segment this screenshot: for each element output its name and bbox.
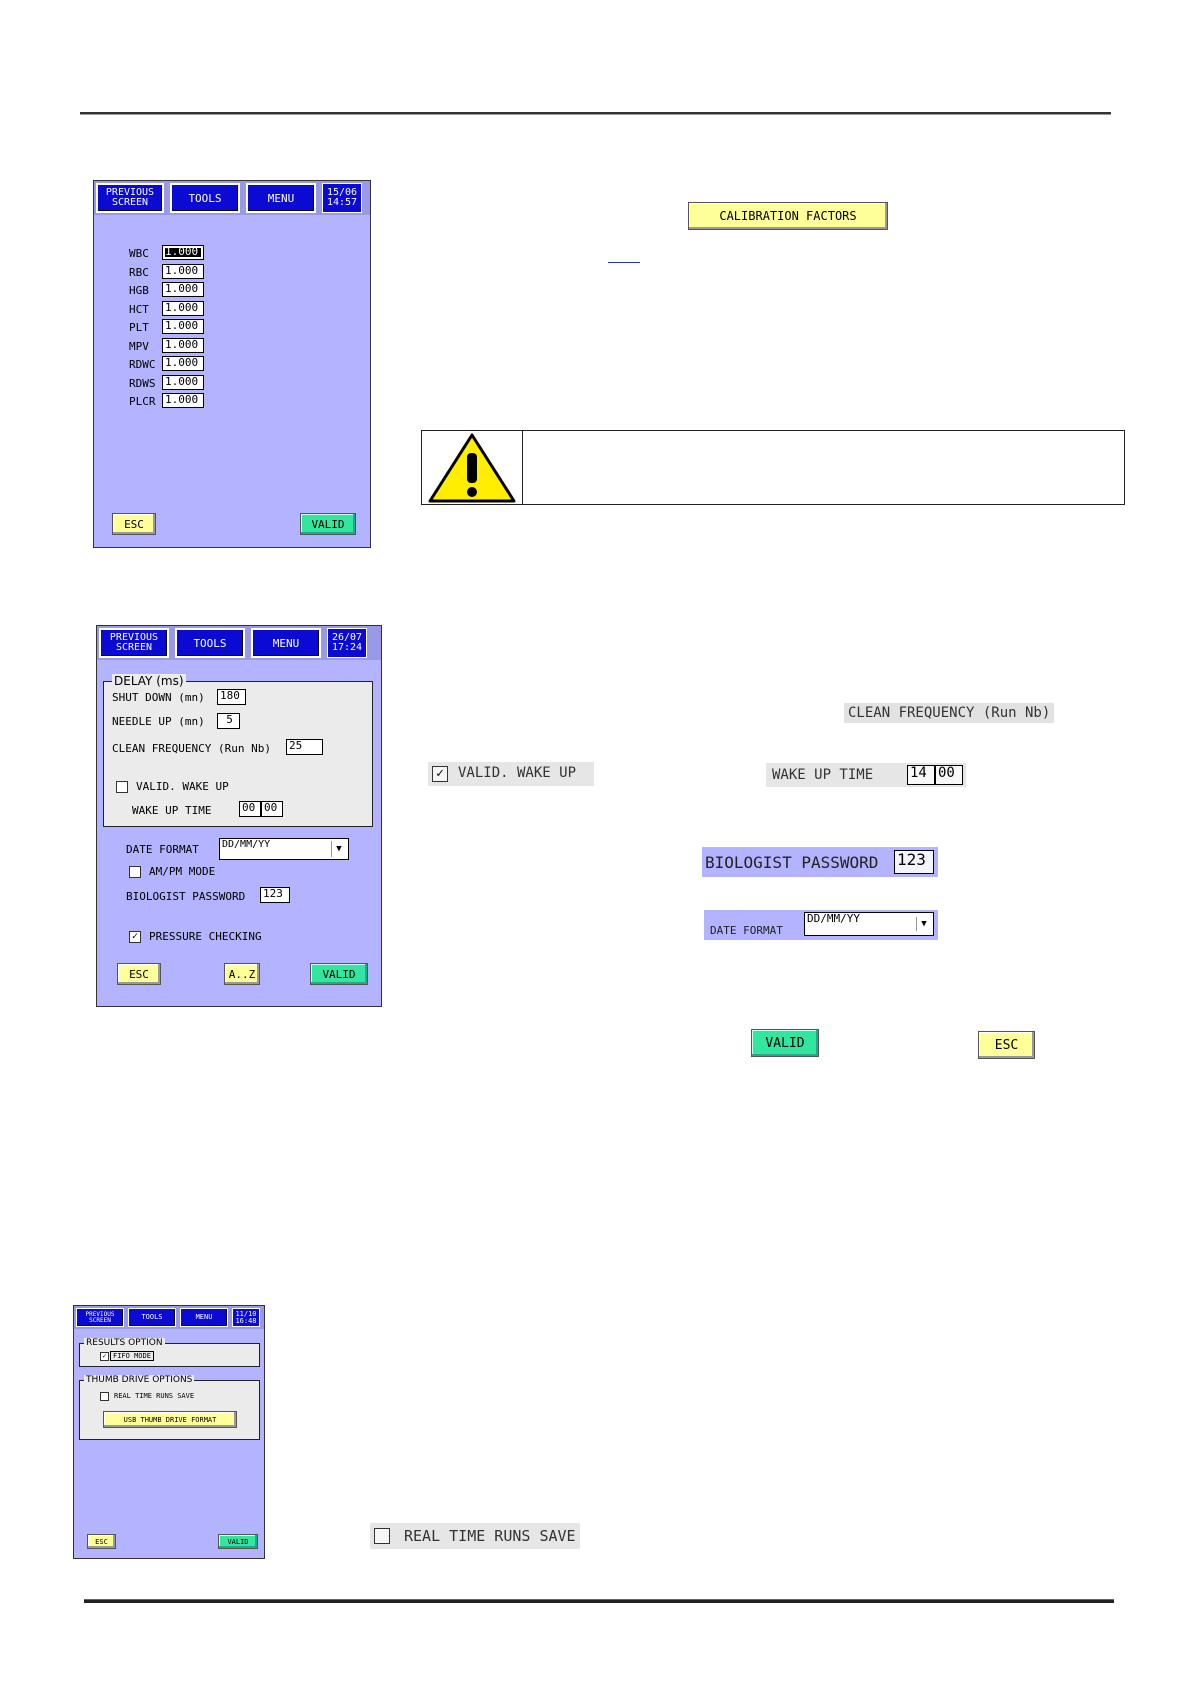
tools-button[interactable]: TOOLS <box>175 628 245 658</box>
date-format-select[interactable] <box>219 838 349 860</box>
pressure-checking-label: PRESSURE CHECKING <box>149 930 262 943</box>
clock <box>327 628 367 658</box>
valid-button[interactable]: VALID <box>218 1534 258 1549</box>
valid-wake-up-snippet-label: VALID. WAKE UP <box>458 765 577 781</box>
param-label: RDWC <box>129 358 156 371</box>
menu-button[interactable]: MENU <box>251 628 321 658</box>
previous-screen-button[interactable]: PREVIOUS SCREEN <box>99 628 169 658</box>
shut-down-label: SHUT DOWN (mn) <box>112 691 205 704</box>
wake-up-time-snippet-minute: 00 <box>935 765 963 785</box>
param-label: PLT <box>129 321 149 334</box>
fifo-mode-label: FIFO MODE <box>110 1351 154 1361</box>
link-underline <box>608 262 640 263</box>
warning-icon-cell <box>422 431 523 504</box>
delay-group <box>103 674 373 827</box>
real-time-runs-save-checkbox[interactable] <box>100 1392 109 1401</box>
esc-button[interactable]: ESC <box>87 1534 116 1549</box>
valid-snippet-button[interactable]: VALID <box>751 1029 819 1057</box>
param-label: HGB <box>129 284 149 297</box>
clean-frequency-label: CLEAN FREQUENCY (Run Nb) <box>112 742 271 755</box>
previous-screen-button[interactable]: PREVIOUS SCREEN <box>76 1308 124 1327</box>
real-time-runs-save-snippet-checkbox <box>374 1528 390 1544</box>
header-rule <box>80 112 1111 115</box>
param-label: RDWS <box>129 376 156 390</box>
param-value-field[interactable]: 1.000 <box>162 319 204 334</box>
toolbar <box>97 626 381 660</box>
real-time-runs-save-label: REAL TIME RUNS SAVE <box>114 1392 195 1400</box>
usb-thumb-drive-format-button[interactable]: USB THUMB DRIVE FORMAT <box>103 1411 237 1428</box>
clock-date: 15/06 <box>326 187 358 198</box>
date-format-value: DD/MM/YY <box>222 839 271 850</box>
param-label: HCT <box>129 302 149 316</box>
param-label: PLCR <box>129 395 156 408</box>
valid-wake-up-snippet <box>428 762 594 786</box>
param-value-field[interactable]: 1.000 <box>162 356 204 371</box>
biologist-password-snippet-value: 123 <box>894 850 934 874</box>
wake-up-time-snippet <box>766 763 966 787</box>
menu-button[interactable]: MENU <box>246 183 316 213</box>
thumb-drive-options-group <box>79 1375 260 1440</box>
date-format-snippet-select <box>804 912 934 936</box>
param-value-field[interactable]: 1.000 <box>162 393 204 408</box>
param-value-field[interactable]: 1.000 <box>162 338 204 353</box>
fifo-mode-checkbox[interactable]: ✓ <box>100 1352 109 1361</box>
shut-down-field[interactable]: 180 <box>217 689 246 705</box>
clock-date: 26/07 <box>331 632 363 643</box>
toolbar <box>74 1306 264 1329</box>
tools-button[interactable]: TOOLS <box>170 183 240 213</box>
az-button[interactable]: A..Z <box>224 963 260 985</box>
date-format-snippet-value: DD/MM/YY <box>807 912 860 925</box>
param-value-field[interactable]: 1.000 <box>162 245 204 260</box>
clock <box>322 183 362 213</box>
footer-rule <box>84 1599 1114 1603</box>
valid-button[interactable]: VALID <box>300 513 356 535</box>
wake-up-time-snippet-label: WAKE UP TIME <box>772 767 874 783</box>
ampm-mode-checkbox[interactable] <box>129 866 141 878</box>
thumb-drive-options-title: THUMB DRIVE OPTIONS <box>86 1375 193 1385</box>
warning-box <box>421 430 1125 505</box>
warning-icon <box>422 431 522 504</box>
setup-screen <box>96 625 382 1007</box>
chevron-down-icon[interactable]: ▼ <box>331 841 346 857</box>
biologist-password-snippet <box>702 847 938 877</box>
param-value-field[interactable]: 1.000 <box>162 264 204 279</box>
wake-up-time-label: WAKE UP TIME <box>132 804 212 817</box>
valid-wake-up-checkbox[interactable] <box>116 781 128 793</box>
clean-frequency-field[interactable]: 25 <box>286 739 323 755</box>
esc-button[interactable]: ESC <box>117 963 161 985</box>
calibration-factors-button[interactable]: CALIBRATION FACTORS <box>688 202 888 230</box>
param-value-field[interactable]: 1.000 <box>162 375 204 390</box>
real-time-runs-save-snippet-label: REAL TIME RUNS SAVE <box>404 1527 576 1545</box>
valid-wake-up-label: VALID. WAKE UP <box>136 780 229 793</box>
param-label: RBC <box>129 265 149 279</box>
clean-frequency-snippet: CLEAN FREQUENCY (Run Nb) <box>844 703 1054 723</box>
tools-button[interactable]: TOOLS <box>128 1308 176 1327</box>
real-time-runs-save-snippet <box>370 1523 580 1549</box>
valid-button[interactable]: VALID <box>310 963 368 985</box>
toolbar <box>94 181 370 215</box>
ampm-mode-label: AM/PM MODE <box>149 865 216 878</box>
param-value-field[interactable]: 1.000 <box>162 301 204 316</box>
esc-snippet-button[interactable]: ESC <box>978 1031 1035 1059</box>
clock-time: 16:48 <box>235 1316 257 1325</box>
biologist-password-label: BIOLOGIST PASSWORD <box>126 890 246 903</box>
param-label: MPV <box>129 339 149 353</box>
param-label: WBC <box>129 247 149 260</box>
pressure-checking-checkbox[interactable]: ✓ <box>129 931 141 943</box>
needle-up-label: NEEDLE UP (mn) <box>112 715 205 728</box>
clock <box>232 1308 260 1327</box>
valid-wake-up-snippet-checkbox: ✓ <box>432 766 448 782</box>
results-option-title: RESULTS OPTION <box>86 1338 163 1348</box>
chevron-down-icon: ▼ <box>916 917 931 931</box>
date-format-snippet <box>704 910 938 940</box>
wake-up-time-snippet-hour: 14 <box>907 765 935 785</box>
wake-up-minute-field[interactable]: 00 <box>261 801 283 817</box>
clock-time: 17:24 <box>331 642 363 653</box>
date-format-label: DATE FORMAT <box>126 843 199 856</box>
biologist-password-snippet-label: BIOLOGIST PASSWORD <box>705 853 879 872</box>
biologist-password-field[interactable]: 123 <box>260 887 290 903</box>
clock-date: 11/10 <box>235 1309 257 1318</box>
results-options-screen <box>73 1305 265 1559</box>
param-value-field[interactable]: 1.000 <box>162 282 204 297</box>
results-option-group <box>79 1338 260 1367</box>
calibration-factors-screen <box>93 180 371 548</box>
needle-up-field[interactable]: 5 <box>217 713 240 729</box>
wake-up-hour-field[interactable]: 00 <box>239 801 261 817</box>
esc-button[interactable]: ESC <box>112 513 156 535</box>
delay-group-title: DELAY (ms) <box>114 674 184 688</box>
menu-button[interactable]: MENU <box>180 1308 228 1327</box>
clock-time: 14:57 <box>326 197 358 208</box>
date-format-snippet-label: DATE FORMAT <box>710 924 783 937</box>
previous-screen-button[interactable]: PREVIOUS SCREEN <box>96 183 164 213</box>
